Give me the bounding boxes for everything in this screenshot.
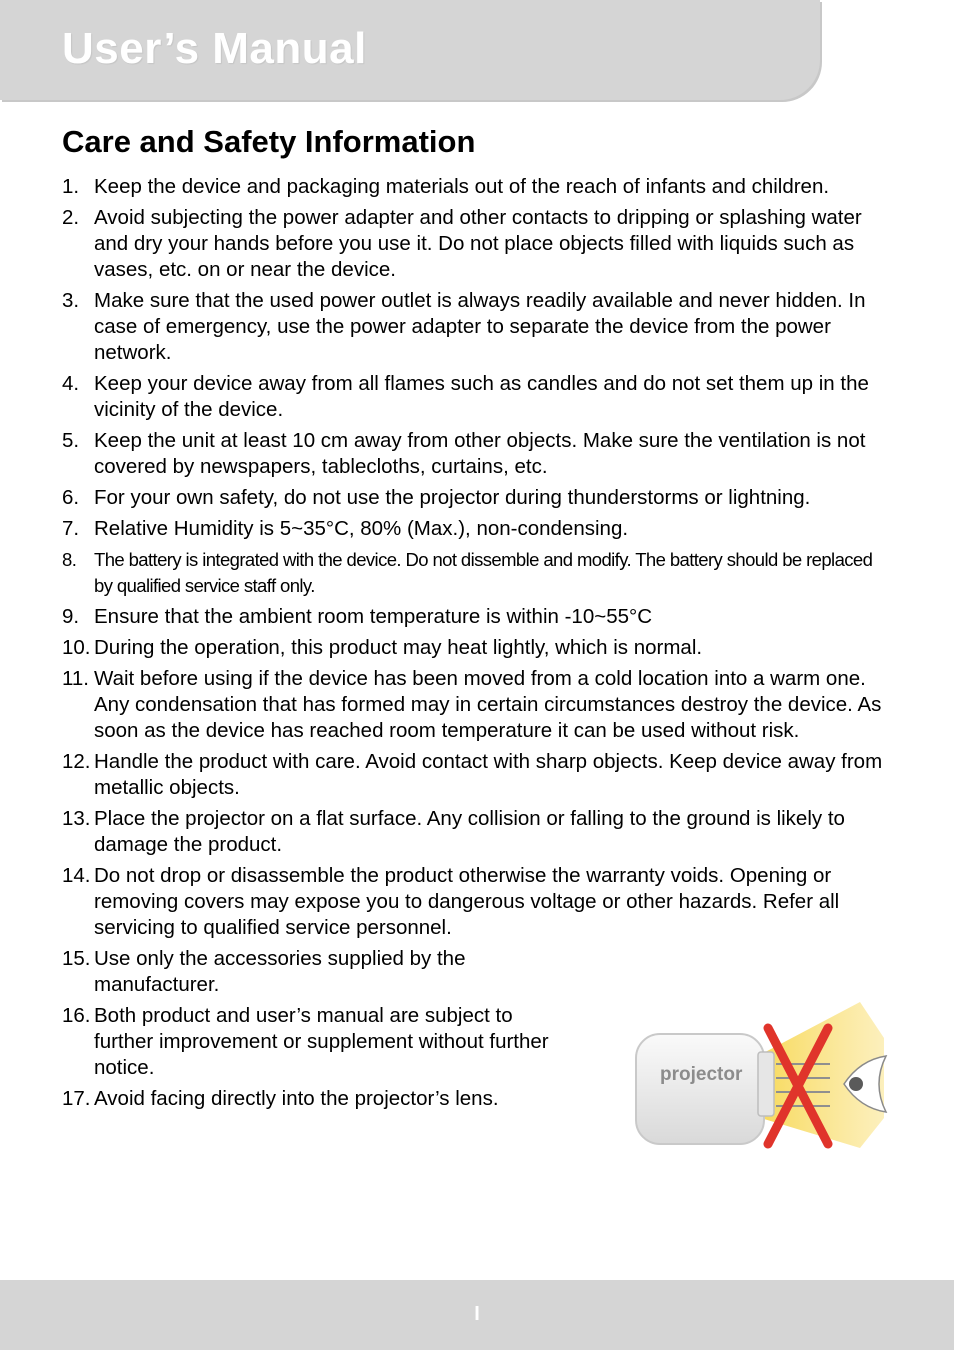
- item-number: 14.: [62, 864, 91, 887]
- list-item: [62, 547, 892, 599]
- list-item: [62, 666, 892, 744]
- item-number: 3.: [62, 289, 80, 312]
- item-text: Do not drop or disassemble the product otherwise the warranty voids. Opening or removing covers may expose you to dangerous voltage or other hazards. Refer all servicing to qualified service personnel.: [94, 864, 840, 939]
- list-item: [62, 946, 892, 998]
- item-number: 13.: [62, 807, 91, 830]
- item-text: During the operation, this product may heat lightly, which is normal.: [94, 636, 703, 659]
- section-title: Care and Safety Information: [62, 124, 476, 159]
- item-text: For your own safety, do not use the projector during thunderstorms or lightning.: [94, 486, 811, 509]
- item-text: Both product and user’s manual are subject to further improvement or supplement without further notice.: [94, 1004, 549, 1079]
- item-text: Use only the accessories supplied by the manufacturer.: [94, 947, 466, 996]
- page-title: User’s Manual: [62, 24, 367, 73]
- item-text: Avoid facing directly into the projector’s lens.: [94, 1087, 499, 1110]
- list-item: [62, 806, 892, 858]
- item-number: 15.: [62, 947, 91, 970]
- item-text: Keep your device away from all flames such as candles and do not set them up in the vicinity of the device.: [94, 372, 869, 421]
- item-text: Avoid subjecting the power adapter and other contacts to dripping or splashing water and dry your hands before you use it. Do not place objects filled with liquids such as vases, etc. on or near the device.: [94, 206, 862, 281]
- page-number: I: [474, 1303, 480, 1325]
- item-number: 17.: [62, 1087, 91, 1110]
- item-text: Place the projector on a flat surface. Any collision or falling to the ground is likely to damage the product.: [94, 807, 845, 856]
- item-text: Relative Humidity is 5~35°C, 80% (Max.), non-condensing.: [94, 517, 629, 540]
- list-item: [62, 516, 892, 542]
- list-item: [62, 749, 892, 801]
- projector-lens: [758, 1052, 774, 1116]
- item-text: The battery is integrated with the device. Do not dissemble and modify. The battery should be replaced by qualified service staff only.: [94, 549, 873, 596]
- item-number: 6.: [62, 486, 80, 509]
- list-item: [62, 371, 892, 423]
- list-item: [62, 205, 892, 283]
- projector-warning-illustration: [634, 998, 890, 1152]
- item-text: Handle the product with care. Avoid contact with sharp objects. Keep device away from metallic objects.: [94, 750, 883, 799]
- item-number: 5.: [62, 429, 80, 452]
- safety-list: [62, 174, 892, 1117]
- item-number: 9.: [62, 605, 80, 628]
- list-item: [62, 863, 892, 941]
- item-number: 2.: [62, 206, 80, 229]
- item-number: 11.: [62, 667, 89, 690]
- item-number: 16.: [62, 1004, 91, 1027]
- item-number: 12.: [62, 750, 91, 773]
- item-number: 10.: [62, 636, 91, 659]
- list-item: [62, 288, 892, 366]
- list-item: [62, 635, 892, 661]
- item-text: Make sure that the used power outlet is always readily available and never hidden. In case of emergency, use the power adapter to separate the device from the power network.: [94, 289, 866, 364]
- item-number: 7.: [62, 517, 80, 540]
- list-item: [62, 485, 892, 511]
- item-text: Keep the unit at least 10 cm away from other objects. Make sure the ventilation is not covered by newspapers, tablecloths, curtains, etc.: [94, 429, 866, 478]
- item-number: 4.: [62, 372, 80, 395]
- projector-label: projector: [660, 1064, 743, 1085]
- list-item: [62, 428, 892, 480]
- item-text: Ensure that the ambient room temperature is within -10~55°C: [94, 605, 652, 628]
- item-text: Keep the device and packaging materials out of the reach of infants and children.: [94, 175, 830, 198]
- list-item: [62, 604, 892, 630]
- projector-body: [636, 1034, 764, 1144]
- item-number: 1.: [62, 175, 80, 198]
- item-number: 8.: [62, 549, 77, 570]
- item-text: Wait before using if the device has been moved from a cold location into a warm one. Any condensation that has formed may in certain circumstances destroy the device. As soon as the device has reached room temperature it can be used without risk.: [94, 667, 882, 742]
- list-item: [62, 174, 892, 200]
